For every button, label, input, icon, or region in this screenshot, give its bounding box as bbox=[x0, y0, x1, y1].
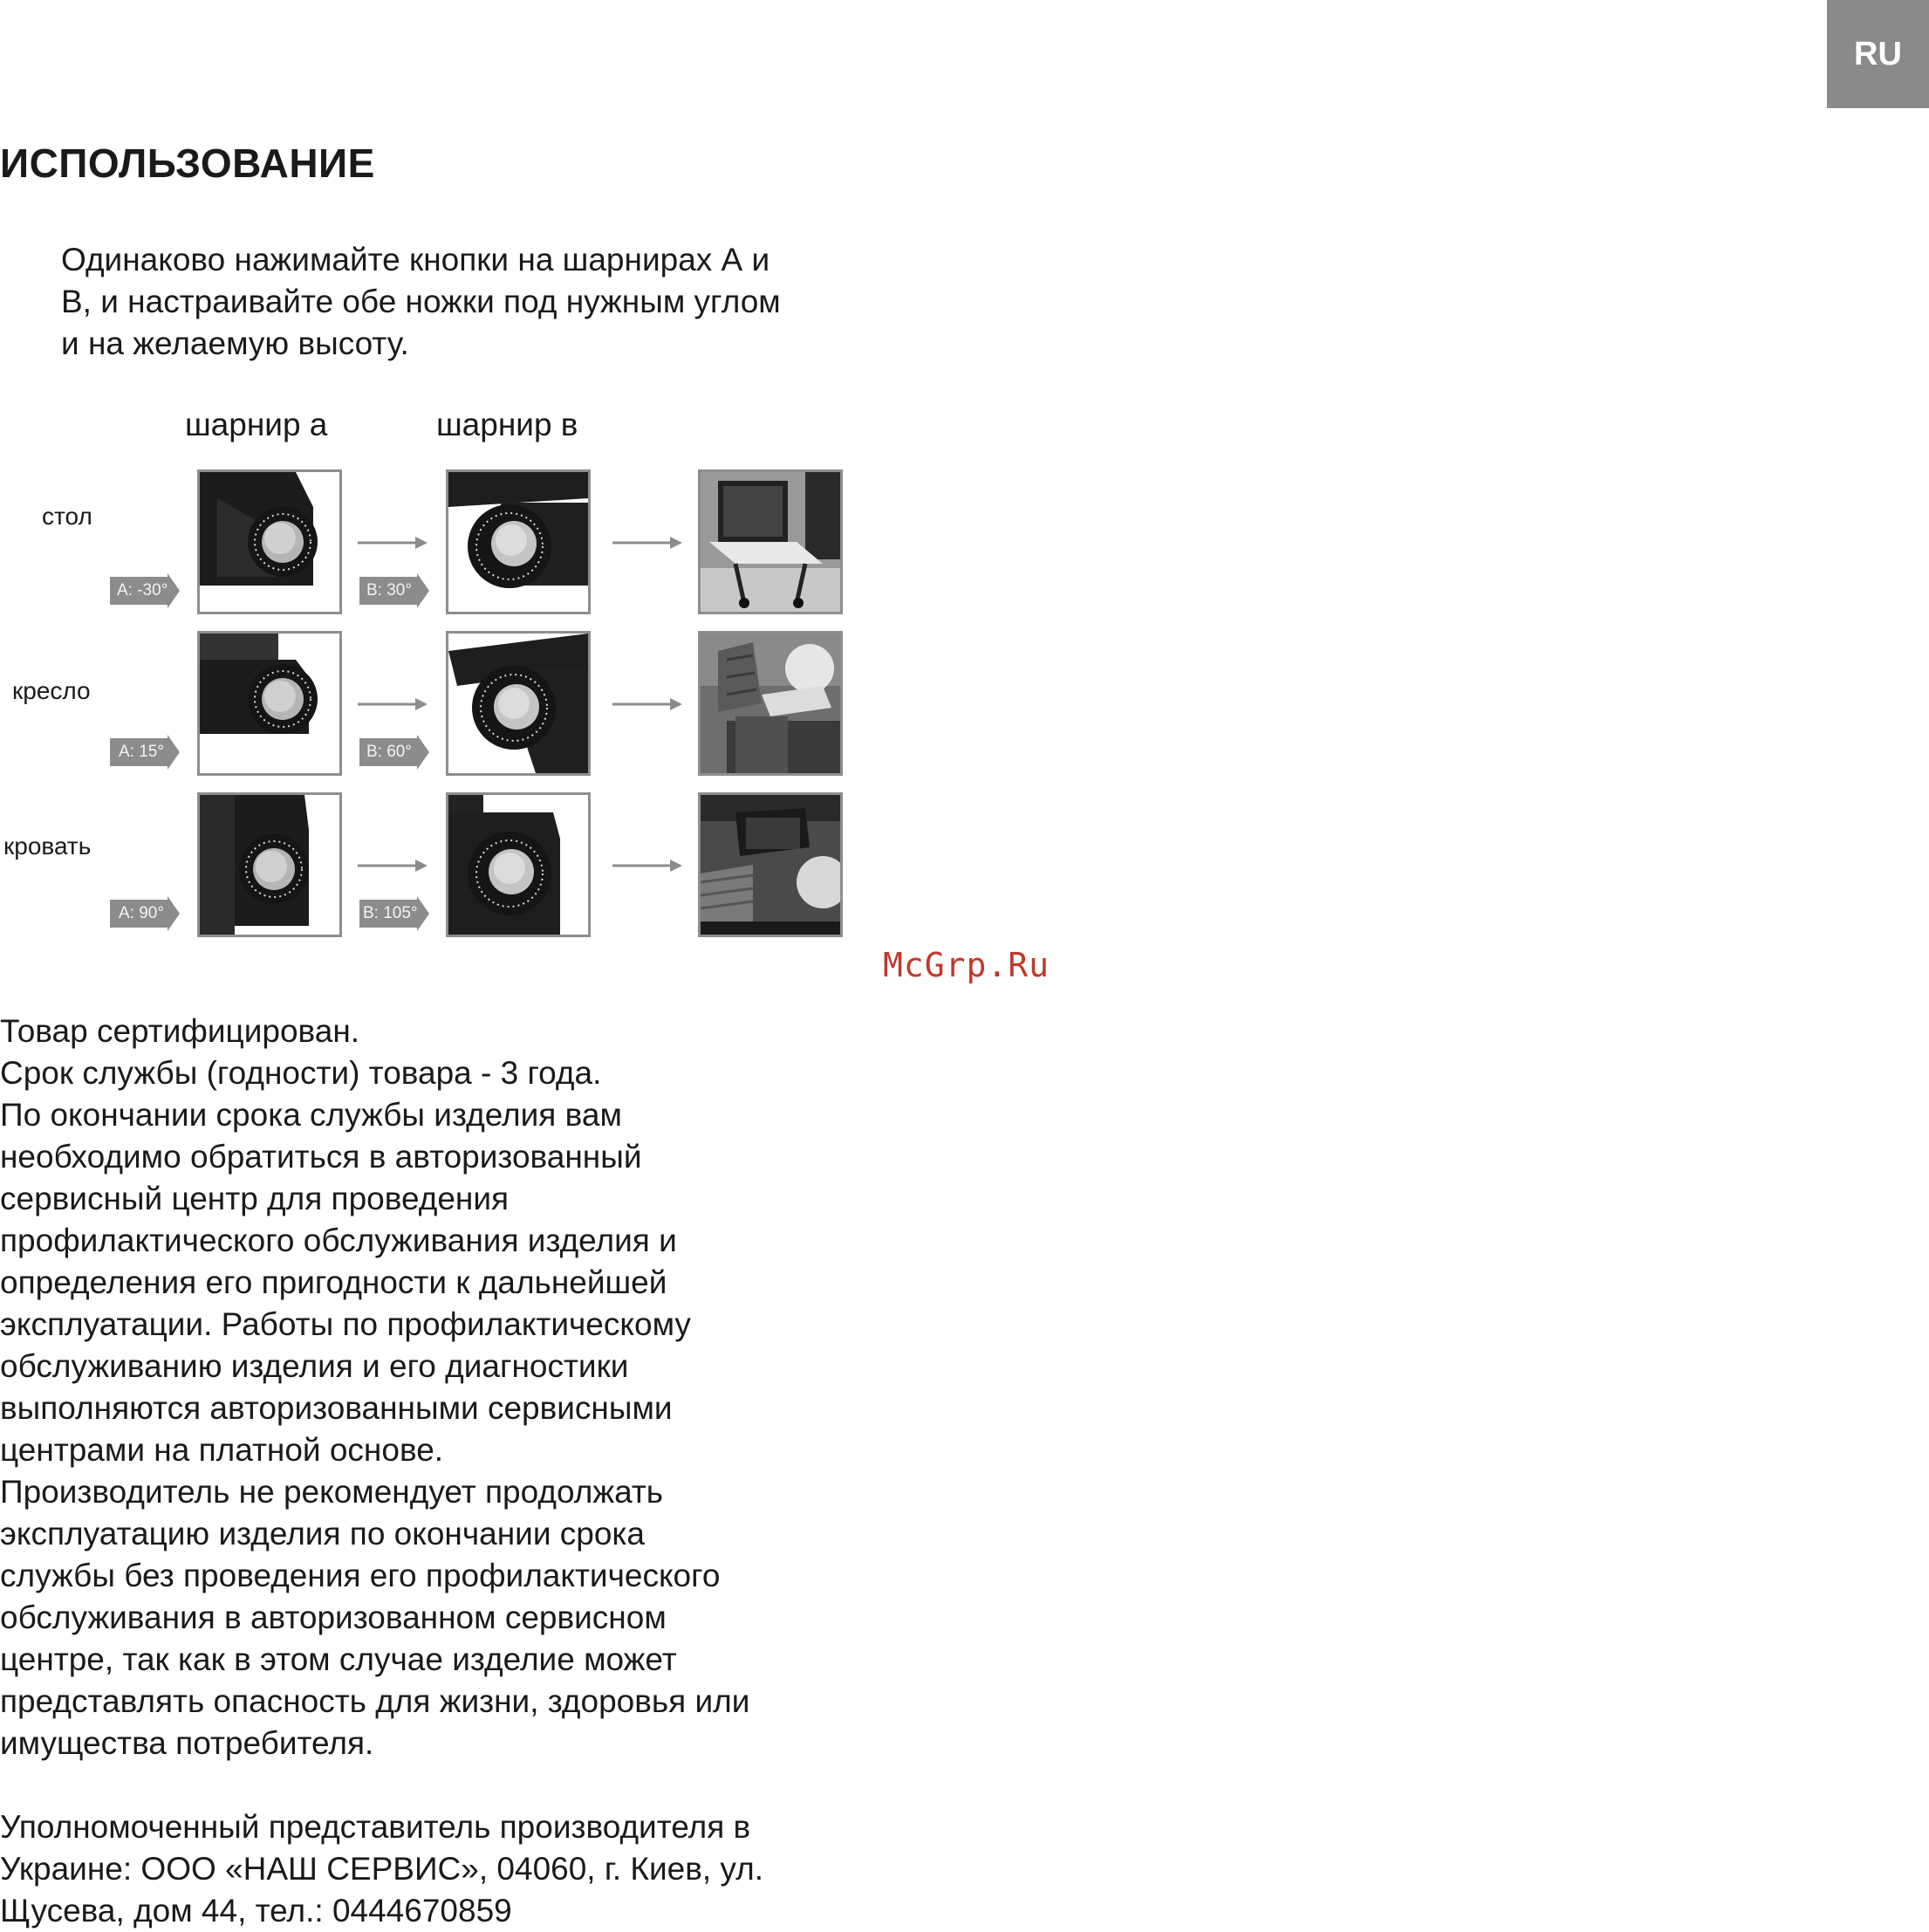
angle-badge-a-armchair: A: 15° bbox=[110, 735, 180, 770]
row-label-armchair: кресло bbox=[12, 677, 91, 704]
result-photo-bed bbox=[698, 792, 843, 937]
flow-arrow-icon bbox=[358, 534, 429, 552]
flow-arrow-icon bbox=[612, 857, 684, 874]
hinge-a-photo-armchair bbox=[197, 631, 342, 776]
angle-badge-b-table: B: 30° bbox=[359, 573, 429, 608]
flow-arrow-icon bbox=[612, 534, 684, 552]
result-photo-armchair bbox=[698, 631, 843, 776]
hinge-b-photo-table bbox=[446, 469, 591, 614]
flow-arrow-icon bbox=[358, 695, 429, 713]
hinge-a-photo-table bbox=[197, 469, 342, 614]
watermark: McGrp.Ru bbox=[883, 946, 1050, 984]
section-heading: ИСПОЛЬЗОВАНИЕ bbox=[0, 140, 375, 186]
hinge-b-photo-bed bbox=[446, 792, 591, 937]
flow-arrow-icon bbox=[358, 857, 429, 874]
language-tab: RU bbox=[1827, 0, 1929, 108]
hinge-b-photo-armchair bbox=[446, 631, 591, 776]
row-label-table: стол bbox=[42, 503, 92, 530]
row-label-bed: кровать bbox=[3, 832, 92, 860]
angle-badge-a-bed: A: 90° bbox=[110, 896, 180, 931]
certification-paragraph: Товар сертифицирован. Срок службы (годности) товара - 3 года. По окончании срока службы изделия вам необходимо обратиться в авторизованный сервисный центр для проведения профилактического обслуживания изделия и определения его пригодности к дальнейшей эксплуатации. Работы по профилактическому обслуживанию изделия и его диагностики выполняются авторизованными сервисными центрами на платной основе. Производитель не рекомендует продолжать эксплуатацию изделия по окончании срока службы без проведения его профилактического обслуживания в авторизованном сервисном центре, так как в этом случае изделие может представлять опасность для жизни, здоровья или имущества потребителя. bbox=[0, 1013, 750, 1761]
result-photo-table bbox=[698, 469, 843, 614]
column-label-hinge-a: шарнир а bbox=[185, 407, 328, 442]
representative-paragraph: Уполномоченный представитель производителя в Украине: ООО «НАШ СЕРВИС», 04060, г. Киев, ул. Щусева, дом 44, тел.: 0444670859 bbox=[0, 1809, 763, 1929]
angle-badge-a-table: A: -30° bbox=[110, 573, 180, 608]
angle-badge-b-bed: B: 105° bbox=[359, 896, 429, 931]
intro-paragraph: Одинаково нажимайте кнопки на шарнирах А и В, и настраивайте обе ножки под нужным углом и на желаемую высоту. bbox=[61, 242, 781, 361]
flow-arrow-icon bbox=[612, 695, 684, 713]
column-label-hinge-b: шарнир в bbox=[436, 407, 578, 442]
hinge-a-photo-bed bbox=[197, 792, 342, 937]
angle-badge-b-armchair: B: 60° bbox=[359, 735, 429, 770]
